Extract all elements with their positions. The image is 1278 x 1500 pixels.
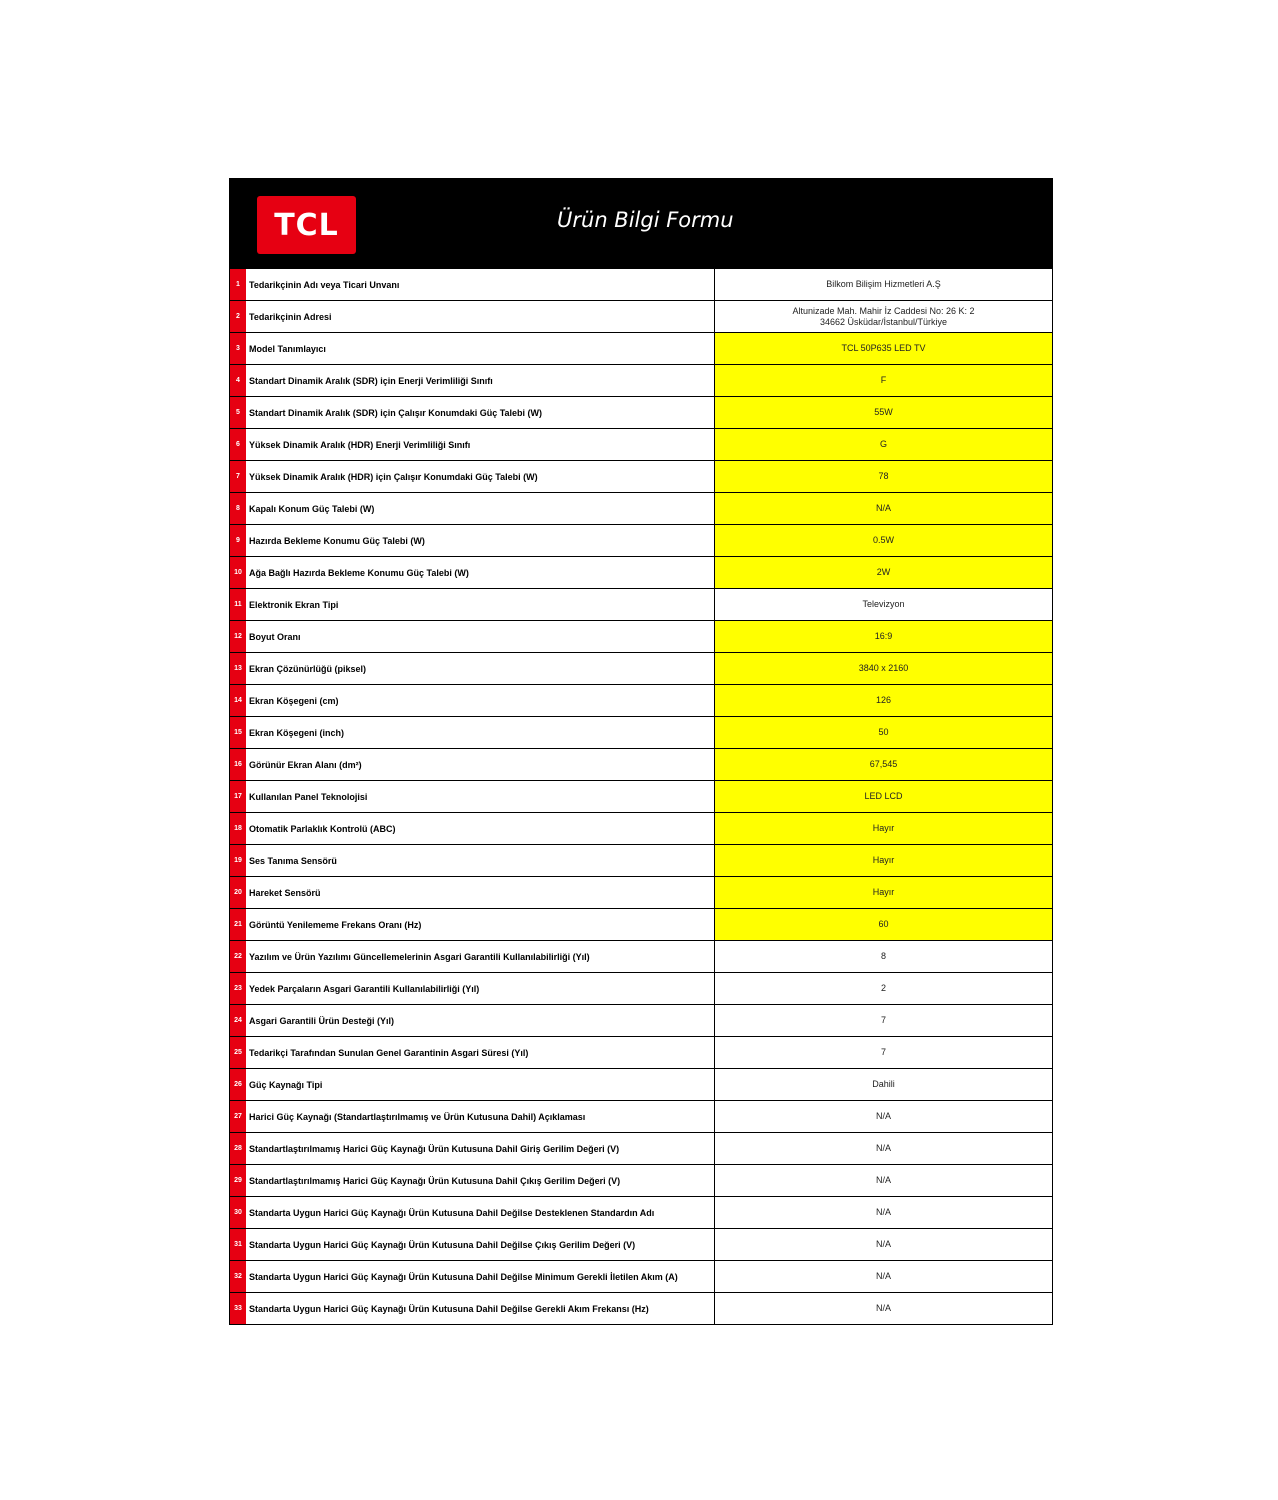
row-value <box>715 717 1052 748</box>
row-value-text: Bilkom Bilişim Hizmetleri A.Ş <box>826 279 941 289</box>
table-row <box>230 268 1052 300</box>
row-number: 18 <box>230 813 246 844</box>
row-label: Güç Kaynağı Tipi <box>246 1069 715 1100</box>
row-value-text: N/A <box>875 1143 891 1153</box>
row-number: 29 <box>230 1165 246 1196</box>
row-label: Görünür Ekran Alanı (dm²) <box>246 749 715 780</box>
row-number: 27 <box>230 1101 246 1132</box>
table-row <box>230 1036 1052 1068</box>
row-value <box>715 621 1052 652</box>
table-row <box>230 908 1052 940</box>
row-number: 4 <box>230 365 246 396</box>
row-label: Hareket Sensörü <box>246 877 715 908</box>
row-label: Ekran Köşegeni (cm) <box>246 685 715 716</box>
row-value-text: TCL 50P635 LED TV <box>841 343 926 353</box>
row-value <box>715 1037 1052 1068</box>
form-title: Ürün Bilgi Formu <box>557 208 734 232</box>
row-label: Yüksek Dinamik Aralık (HDR) için Çalışır Konumdaki Güç Talebi (W) <box>246 461 715 492</box>
row-value-text: 50 <box>878 727 889 737</box>
row-label: Yedek Parçaların Asgari Garantili Kullanılabilirliği (Yıl) <box>246 973 715 1004</box>
row-value <box>715 813 1052 844</box>
row-label: Boyut Oranı <box>246 621 715 652</box>
table-row <box>230 716 1052 748</box>
row-number: 13 <box>230 653 246 684</box>
row-value <box>715 941 1052 972</box>
table-row <box>230 588 1052 620</box>
row-number: 5 <box>230 397 246 428</box>
row-label: Standarta Uygun Harici Güç Kaynağı Ürün Kutusuna Dahil Değilse Çıkış Gerilim Değeri (V) <box>246 1229 715 1260</box>
row-value-text: G <box>879 439 887 449</box>
row-value-text: 3840 x 2160 <box>858 663 909 673</box>
table-row <box>230 396 1052 428</box>
row-value-text: 60 <box>878 919 889 929</box>
row-value-text: 7 <box>880 1015 886 1025</box>
row-number: 6 <box>230 429 246 460</box>
row-value <box>715 1261 1052 1292</box>
row-number: 31 <box>230 1229 246 1260</box>
table-row <box>230 1164 1052 1196</box>
row-label: Standarta Uygun Harici Güç Kaynağı Ürün Kutusuna Dahil Değilse Minimum Gerekli İletilen Akım (A) <box>246 1261 715 1292</box>
row-value-text: 2W <box>876 567 891 577</box>
row-value <box>715 877 1052 908</box>
row-number: 1 <box>230 269 246 300</box>
row-number: 10 <box>230 557 246 588</box>
table-row <box>230 876 1052 908</box>
row-value-text: 126 <box>875 695 892 705</box>
row-label: Standart Dinamik Aralık (SDR) için Çalışır Konumdaki Güç Talebi (W) <box>246 397 715 428</box>
row-label: Ses Tanıma Sensörü <box>246 845 715 876</box>
row-number: 24 <box>230 1005 246 1036</box>
row-number: 21 <box>230 909 246 940</box>
row-label: Otomatik Parlaklık Kontrolü (ABC) <box>246 813 715 844</box>
row-label: Ağa Bağlı Hazırda Bekleme Konumu Güç Talebi (W) <box>246 557 715 588</box>
row-label: Görüntü Yenilememe Frekans Oranı (Hz) <box>246 909 715 940</box>
row-value <box>715 1197 1052 1228</box>
row-value-text: 0.5W <box>872 535 894 545</box>
table-row <box>230 940 1052 972</box>
row-value-text: 7 <box>880 1047 886 1057</box>
row-value-text: 67,545 <box>869 759 898 769</box>
row-value <box>715 1101 1052 1132</box>
row-value-text: LED LCD <box>864 791 903 801</box>
row-number: 28 <box>230 1133 246 1164</box>
table-row <box>230 1068 1052 1100</box>
row-label: Standarta Uygun Harici Güç Kaynağı Ürün Kutusuna Dahil Değilse Desteklenen Standardın Adı <box>246 1197 715 1228</box>
row-label: Tedarikçinin Adı veya Ticari Unvanı <box>246 269 715 300</box>
row-label: Kapalı Konum Güç Talebi (W) <box>246 493 715 524</box>
table-row <box>230 492 1052 524</box>
table-row <box>230 972 1052 1004</box>
row-value <box>715 1005 1052 1036</box>
row-value <box>715 301 1052 332</box>
row-value-text: Televizyon <box>862 599 905 609</box>
row-value-text: N/A <box>875 1207 891 1217</box>
row-number: 14 <box>230 685 246 716</box>
row-label: Standart Dinamik Aralık (SDR) için Enerji Verimliliği Sınıfı <box>246 365 715 396</box>
table-row <box>230 460 1052 492</box>
row-number: 7 <box>230 461 246 492</box>
row-label: Tedarikçi Tarafından Sunulan Genel Garantinin Asgari Süresi (Yıl) <box>246 1037 715 1068</box>
row-number: 33 <box>230 1293 246 1324</box>
row-value <box>715 365 1052 396</box>
row-label: Harici Güç Kaynağı (Standartlaştırılmamış ve Ürün Kutusuna Dahil) Açıklaması <box>246 1101 715 1132</box>
row-value-text: N/A <box>875 1303 891 1313</box>
row-label: Ekran Çözünürlüğü (piksel) <box>246 653 715 684</box>
row-value <box>715 461 1052 492</box>
row-value <box>715 397 1052 428</box>
table-row <box>230 1292 1052 1324</box>
row-value-text: N/A <box>875 1175 891 1185</box>
row-number: 12 <box>230 621 246 652</box>
table-row <box>230 1004 1052 1036</box>
row-number: 9 <box>230 525 246 556</box>
table-row <box>230 524 1052 556</box>
row-value-text: 16:9 <box>874 631 893 641</box>
table-row <box>230 1132 1052 1164</box>
row-number: 17 <box>230 781 246 812</box>
row-label: Yüksek Dinamik Aralık (HDR) Enerji Verimliliği Sınıfı <box>246 429 715 460</box>
table-row <box>230 620 1052 652</box>
row-value <box>715 685 1052 716</box>
row-value <box>715 1293 1052 1324</box>
table-row <box>230 428 1052 460</box>
row-label: Hazırda Bekleme Konumu Güç Talebi (W) <box>246 525 715 556</box>
table-row <box>230 684 1052 716</box>
table-row <box>230 364 1052 396</box>
row-value-text: Hayır <box>872 823 895 833</box>
row-value-text-line2: 34662 Üsküdar/İstanbul/Türkiye <box>819 316 948 327</box>
tcl-logo <box>257 196 356 254</box>
row-label: Ekran Köşegeni (inch) <box>246 717 715 748</box>
table-row <box>230 300 1052 332</box>
row-value-text: N/A <box>875 1239 891 1249</box>
row-value-text: F <box>880 375 887 385</box>
row-label: Standarta Uygun Harici Güç Kaynağı Ürün Kutusuna Dahil Değilse Gerekli Akım Frekansı (Hz) <box>246 1293 715 1324</box>
row-value-text: Dahili <box>872 1079 895 1089</box>
row-value <box>715 653 1052 684</box>
table-row <box>230 1196 1052 1228</box>
spec-table <box>229 268 1053 1325</box>
row-number: 16 <box>230 749 246 780</box>
row-value <box>715 1133 1052 1164</box>
table-row <box>230 780 1052 812</box>
row-value <box>715 909 1052 940</box>
row-value <box>715 973 1052 1004</box>
row-value <box>715 493 1052 524</box>
row-label: Standartlaştırılmamış Harici Güç Kaynağı Ürün Kutusuna Dahil Giriş Gerilim Değeri (V) <box>246 1133 715 1164</box>
row-value <box>715 1069 1052 1100</box>
row-number: 20 <box>230 877 246 908</box>
row-number: 22 <box>230 941 246 972</box>
row-value-text: N/A <box>875 1111 891 1121</box>
row-label: Tedarikçinin Adresi <box>246 301 715 332</box>
logo-text: TCL <box>274 207 339 243</box>
row-number: 15 <box>230 717 246 748</box>
row-number: 30 <box>230 1197 246 1228</box>
table-row <box>230 652 1052 684</box>
row-label: Kullanılan Panel Teknolojisi <box>246 781 715 812</box>
row-number: 19 <box>230 845 246 876</box>
row-number: 2 <box>230 301 246 332</box>
row-value <box>715 749 1052 780</box>
row-label: Yazılım ve Ürün Yazılımı Güncellemelerinin Asgari Garantili Kullanılabilirliği (Yıl) <box>246 941 715 972</box>
row-number: 25 <box>230 1037 246 1068</box>
row-value-text: 78 <box>878 471 889 481</box>
row-number: 3 <box>230 333 246 364</box>
row-value-text: 8 <box>880 951 886 961</box>
row-number: 8 <box>230 493 246 524</box>
row-value-text: 2 <box>880 983 886 993</box>
row-value-text: Hayır <box>872 855 895 865</box>
row-number: 11 <box>230 589 246 620</box>
row-value <box>715 845 1052 876</box>
row-value-text: Hayır <box>872 887 895 897</box>
product-info-form <box>229 178 1053 1325</box>
table-row <box>230 332 1052 364</box>
row-number: 23 <box>230 973 246 1004</box>
row-value-text: 55W <box>874 407 893 417</box>
table-row <box>230 844 1052 876</box>
row-value-text: N/A <box>875 503 891 513</box>
table-row <box>230 748 1052 780</box>
table-row <box>230 812 1052 844</box>
row-value <box>715 525 1052 556</box>
table-row <box>230 1260 1052 1292</box>
row-value-text: N/A <box>875 1271 891 1281</box>
row-value-text: Altunizade Mah. Mahir İz Caddesi No: 26 K: 2 <box>792 305 975 316</box>
table-row <box>230 1228 1052 1260</box>
form-header <box>229 178 1053 268</box>
table-row <box>230 1100 1052 1132</box>
row-value <box>715 1229 1052 1260</box>
row-value <box>715 589 1052 620</box>
row-number: 26 <box>230 1069 246 1100</box>
row-label: Asgari Garantili Ürün Desteği (Yıl) <box>246 1005 715 1036</box>
row-value <box>715 781 1052 812</box>
row-value <box>715 429 1052 460</box>
row-value <box>715 1165 1052 1196</box>
row-label: Elektronik Ekran Tipi <box>246 589 715 620</box>
table-row <box>230 556 1052 588</box>
row-value <box>715 333 1052 364</box>
row-label: Standartlaştırılmamış Harici Güç Kaynağı Ürün Kutusuna Dahil Çıkış Gerilim Değeri (V) <box>246 1165 715 1196</box>
row-number: 32 <box>230 1261 246 1292</box>
row-label: Model Tanımlayıcı <box>246 333 715 364</box>
row-value <box>715 269 1052 300</box>
row-value <box>715 557 1052 588</box>
